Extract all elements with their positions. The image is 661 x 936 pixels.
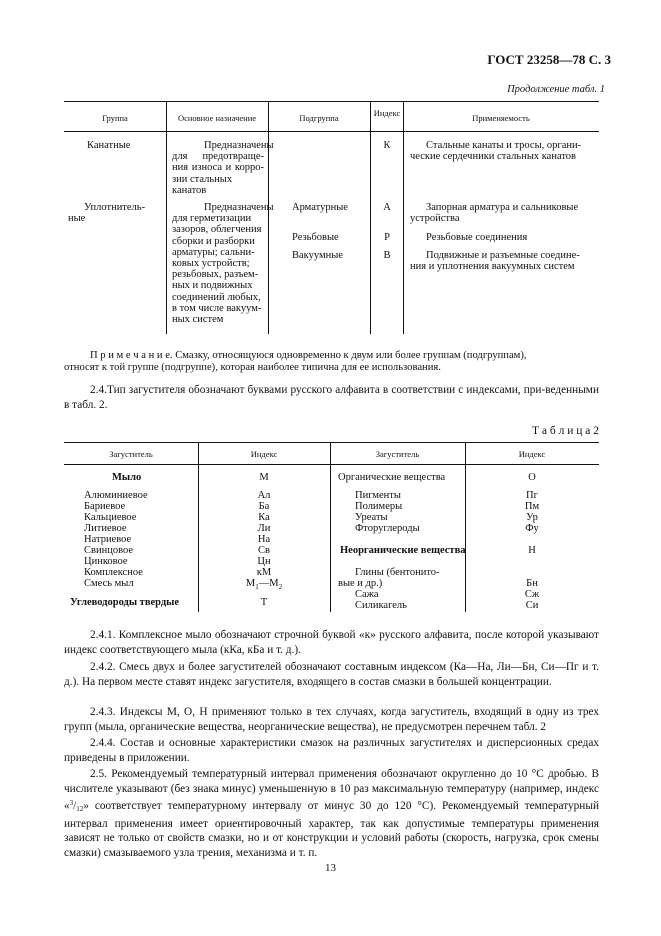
t2-left-name: Комплексное <box>84 567 143 578</box>
t2-right-index: Фу <box>525 523 539 534</box>
t2-right-name: Неорганические вещества <box>340 545 466 556</box>
t2-left-index: Ка <box>258 512 270 523</box>
t2-right-name-cont: вые и др.) <box>338 578 383 589</box>
paragraph-2-5: 2.5. Рекомендуемый температурный интервал применения обозначают округленно до 10 °С дробью. В числителе указывают (без знака минус) уменьшенную в 10 раз максимальную температуру (например, индекс «$^3/_{12}$» соответствует температурному интервалу от минус 30 до 120 °С). Рекомендуемый температурный интервал применения имеет ориентировочный характер, так как допустимые температуры применения зависят не только от свойств смазки, но и от конструкции и условий работы (скорость, нагрузка, срок смены смазки) смазываемого узла трения, механизма и т. п. <box>64 768 599 859</box>
t2-right-index: Сж <box>524 589 540 600</box>
paragraph-2-4-1: 2.4.1. Комплексное мыло обозначают строчной буквой «к» русского алфавита, после которой указывают индекс соответствующего мыла (кКа, кБа и т. д.). <box>64 629 599 656</box>
row2-group: Уплотнитель- ные <box>68 202 146 225</box>
page-header: ГОСТ 23258—78 С. 3 <box>487 52 611 67</box>
subgroup-rezbov: Резьбовые <box>292 232 339 243</box>
t2-right-index: Ур <box>526 512 538 523</box>
col-header-index: Индекс <box>373 108 401 118</box>
page-number: 13 <box>325 862 336 874</box>
t2-right-name: Уреаты <box>355 512 388 523</box>
t2-left-index: Ба <box>258 501 270 512</box>
t2-left-index-mixture: $М_1—М_2$ <box>245 578 283 592</box>
row1-usage: Стальные канаты и тросы, органи- ческие сердечники стальных канатов <box>410 140 582 163</box>
table-2-title: Т а б л и ц а 2 <box>531 425 599 437</box>
t2-right-index: Н <box>528 545 536 556</box>
subgroup-rezbov-usage: Резьбовые соединения <box>426 232 528 243</box>
t2-right-index: Си <box>525 600 539 611</box>
col-header-group: Группа <box>102 113 128 123</box>
t2-left-name: Кальциевое <box>84 512 137 523</box>
t2-left-name: Смесь мыл <box>84 578 134 589</box>
t2-right-index: Бн <box>526 578 538 589</box>
t2-right-name: Полимеры <box>355 501 403 512</box>
note-line-1: П р и м е ч а н и е. Смазку, относящуюся одновременно к двум или более группам (подгруппам), <box>90 350 527 361</box>
t2-left-name: Бариевое <box>84 501 126 512</box>
t2-header-index-1: Индекс <box>250 449 278 459</box>
subgroup-armatur-index: А <box>383 202 391 213</box>
t2-left-index: кМ <box>256 567 272 578</box>
t2-right-index: Пм <box>524 501 540 512</box>
subgroup-armatur: Арматурные <box>292 202 348 213</box>
t2-left-name: Литиевое <box>84 523 127 534</box>
t2-left-index: На <box>257 534 271 545</box>
t2-left-name: Натриевое <box>84 534 132 545</box>
col-header-purpose: Основное назначение <box>177 113 257 123</box>
t2-left-index: Цн <box>257 556 271 567</box>
t2-header-thickener-2: Загуститель <box>375 449 420 459</box>
row1-purpose: Предназначены для предотвраще- ния износа и корро- зии стальных канатов <box>172 140 274 196</box>
note-line-2: относят к той группе (подгруппе), которая наиболее типична для ее использования. <box>64 362 441 373</box>
t2-left-index: Ал <box>257 490 271 501</box>
col-header-subgroup: Подгруппа <box>299 113 339 123</box>
t2-left-index: М <box>259 472 269 483</box>
t2-left-index: Св <box>258 545 270 556</box>
t2-right-name: Силикагель <box>355 600 407 611</box>
t2-right-name: Сажа <box>355 589 379 600</box>
table-continuation-label: Продолжение табл. 1 <box>507 84 605 95</box>
subgroup-vakuum: Вакуумные <box>292 250 343 261</box>
subgroup-vakuum-index: В <box>383 250 391 261</box>
t2-right-name: Пигменты <box>355 490 401 501</box>
row1-group: Канатные <box>87 140 131 151</box>
t2-header-index-2: Индекс <box>518 449 546 459</box>
t2-header-thickener-1: Загуститель <box>109 449 153 459</box>
t2-left-name: Мыло <box>112 472 142 483</box>
subgroup-armatur-usage: Запорная арматура и сальниковые устройства <box>410 202 579 225</box>
paragraph-2-4-4: 2.4.4. Состав и основные характеристики смазок на различных загустителях и дисперсионных средах приведены в приложении. <box>64 737 599 764</box>
paragraph-2-4-2: 2.4.2. Смесь двух и более загустителей обозначают составным индексом (Ка—На, Ли—Бн, Си—Пг и т. д.). На первом месте ставят индекс загустителя, входящего в состав смазки в большей концентрации. <box>64 661 599 688</box>
row2-purpose: Предназначены для герметизации зазоров, облегчения сборки и разборки арматуры; сальни- ковых устройств; резьбовых, разъем- ных и подвижных соединений любых, в том числе вакуум- ных систем <box>172 202 274 326</box>
t2-right-name: Фторуглероды <box>355 523 420 534</box>
t2-left-name: Углеводороды твердые <box>70 597 180 608</box>
t2-right-name: Глины (бентонито- <box>355 567 440 578</box>
t2-left-index: Т <box>260 597 268 608</box>
t2-right-name: Органические вещества <box>338 472 446 483</box>
t2-left-name: Алюминиевое <box>84 490 148 501</box>
t2-left-name: Цинковое <box>84 556 128 567</box>
subgroup-vakuum-usage: Подвижные и разъемные соедине- ния и уплотнения вакуумных систем <box>410 250 580 273</box>
t2-left-name: Свинцовое <box>84 545 133 556</box>
paragraph-2-4-3: 2.4.3. Индексы М, О, Н применяют только в тех случаях, когда загуститель, входящий в одну из трех групп (мыла, органические вещества, неорганические вещества), не предусмотрен перечнем табл. 2 <box>64 706 599 733</box>
subgroup-rezbov-index: Р <box>384 232 390 243</box>
col-header-usage: Применяемость <box>472 113 530 123</box>
t2-left-index: Ли <box>257 523 271 534</box>
t2-right-index: О <box>528 472 536 483</box>
paragraph-2-4: 2.4.Тип загустителя обозначают буквами русского алфавита в соответствии с индексами, при-веденными в табл. 2. <box>64 384 599 411</box>
row1-index: К <box>383 140 391 151</box>
t2-right-index: Пг <box>526 490 538 501</box>
